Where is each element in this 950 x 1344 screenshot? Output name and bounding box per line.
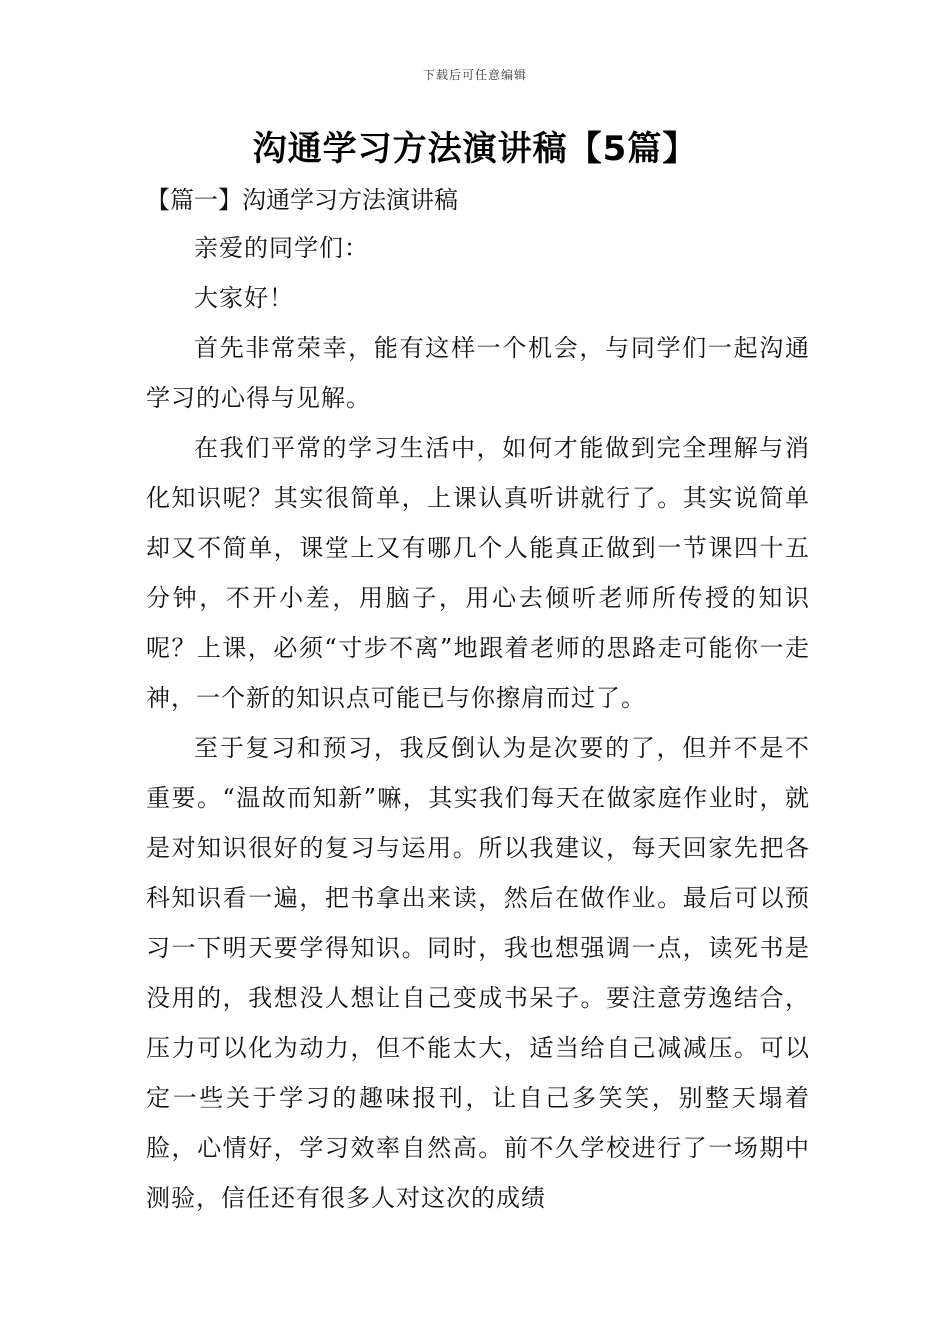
paragraph-review: 至于复习和预习，我反倒认为是次要的了，但并不是不重要。“温故而知新”嘛，其实我们每天在做家庭作业时，就是对知识很好的复习与运用。所以我建议，每天回家先把各科知识看一遍，把书拿出来读，然后在做作业。最后可以预习一下明天要学得知识。同时，我也想强调一点，读死书是没用的，我想没人想让自己变成书呆子。要注意劳逸结合，压力可以化为动力，但不能太大，适当给自己减减压。可以定一些关于学习的趣味报刊，让自己多笑笑，别整天塌着脸，心情好，学习效率自然高。前不久学校进行了一场期中测验，信任还有很多人对这次的成绩 <box>146 734 810 1212</box>
header-note: 下载后可任意编辑 <box>422 68 527 82</box>
section-heading: 【篇一】沟通学习方法演讲稿 <box>146 186 458 214</box>
document-title: 沟通学习方法演讲稿【5篇】 <box>252 129 698 169</box>
paragraph-intro: 首先非常荣幸，能有这样一个机会，与同学们一起沟通学习的心得与见解。 <box>146 334 810 412</box>
paragraph-salutation: 亲爱的同学们： <box>194 234 369 262</box>
paragraph-greeting: 大家好！ <box>194 284 294 312</box>
paragraph-listening: 在我们平常的学习生活中，如何才能做到完全理解与消化知识呢？其实很简单，上课认真听讲就行了。其实说简单却又不简单，课堂上又有哪几个人能真正做到一节课四十五分钟，不开小差，用脑子，用心去倾听老师所传授的知识呢？上课，必须“寸步不离”地跟着老师的思路走可能你一走神，一个新的知识点可能已与你擦肩而过了。 <box>146 434 810 712</box>
document-body <box>146 223 810 1223</box>
